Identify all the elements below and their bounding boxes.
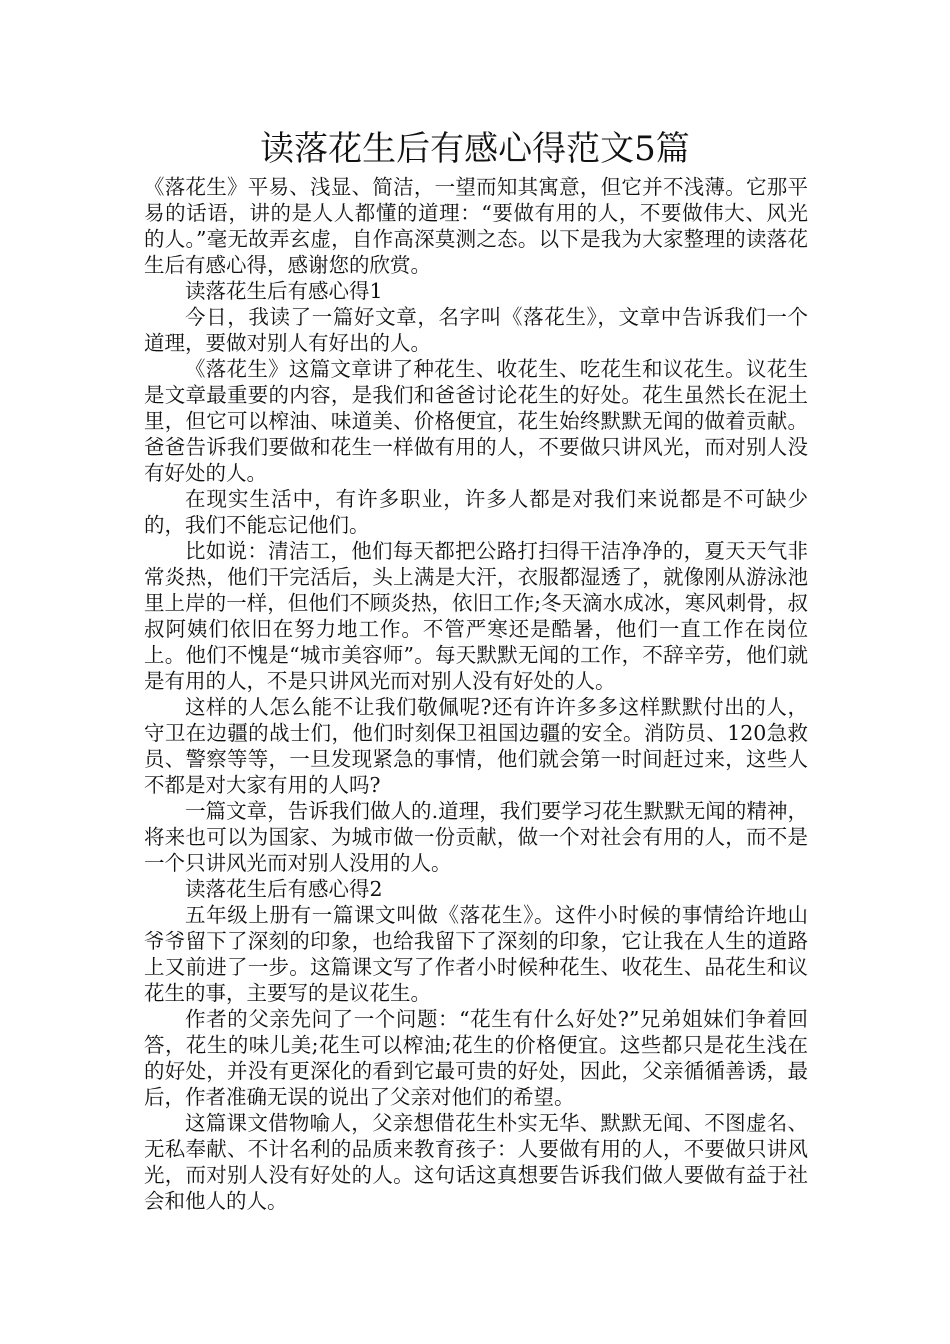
paragraph: 一篇文章，告诉我们做人的.道理，我们要学习花生默默无闻的精神，将来也可以为国家、为城市做一份贡献，做一个对社会有用的人，而不是一个只讲风光而对别人没用的人。 — [144, 799, 808, 875]
document-title: 读落花生后有感心得范文5篇 — [260, 129, 690, 169]
section-heading-1: 读落花生后有感心得1 — [185, 279, 383, 303]
paragraph: 这篇课文借物喻人，父亲想借花生朴实无华、默默无闻、不图虚名、无私奉献、不计名利的品质来教育孩子：人要做有用的人，不要做只讲风光，而对别人没有好处的人。这句话这真想要告诉我们做人要做有益于社会和他人的人。 — [144, 1111, 808, 1213]
paragraph: 比如说：清洁工，他们每天都把公路打扫得干洁净净的，夏天天气非常炎热，他们干完活后，头上满是大汗，衣服都湿透了，就像刚从游泳池里上岸的一样，但他们不顾炎热，依旧工作;冬天滴水成冰，寒风刺骨，叔叔阿姨们依旧在努力地工作。不管严寒还是酷暑，他们一直工作在岗位上。他们不愧是“城市美容师”。每天默默无闻的工作，不辞辛劳，他们就是有用的人，不是只讲风光而对别人没有好处的人。 — [144, 539, 808, 693]
document-body — [144, 174, 808, 1214]
section-heading-2: 读落花生后有感心得2 — [185, 877, 383, 901]
paragraph: 在现实生活中，有许多职业，许多人都是对我们来说都是不可缺少的，我们不能忘记他们。 — [144, 487, 808, 537]
paragraph: 《落花生》这篇文章讲了种花生、收花生、吃花生和议花生。议花生是文章最重要的内容，是我们和爸爸讨论花生的好处。花生虽然长在泥土里，但它可以榨油、味道美、价格便宜，花生始终默默无闻的做着贡献。爸爸告诉我们要做和花生一样做有用的人，不要做只讲风光，而对别人没有好处的人。 — [144, 357, 808, 485]
paragraph: 五年级上册有一篇课文叫做《落花生》。这件小时候的事情给许地山爷爷留下了深刻的印象，也给我留下了深刻的印象，它让我在人生的道路上又前进了一步。这篇课文写了作者小时候种花生、收花生、品花生和议花生的事，主要写的是议花生。 — [144, 903, 808, 1005]
paragraph: 这样的人怎么能不让我们敬佩呢?还有许许多多这样默默付出的人，守卫在边疆的战士们，他们时刻保卫祖国边疆的安全。消防员、120急救员、警察等等，一旦发现紧急的事情，他们就会第一时间赶过来，这些人不都是对大家有用的人吗? — [144, 695, 808, 797]
paragraph: 今日，我读了一篇好文章，名字叫《落花生》，文章中告诉我们一个道理，要做对别人有好出的人。 — [144, 305, 808, 355]
intro-paragraph: 《落花生》平易、浅显、简洁，一望而知其寓意，但它并不浅薄。它那平易的话语，讲的是人人都懂的道理：“要做有用的人，不要做伟大、风光的人。”毫无故弄玄虚，自作高深莫测之态。以下是我为大家整理的读落花生后有感心得，感谢您的欣赏。 — [144, 175, 808, 277]
paragraph: 作者的父亲先问了一个问题：“花生有什么好处?”兄弟姐妹们争着回答，花生的味儿美;花生可以榨油;花生的价格便宜。这些都只是花生浅在的好处，并没有更深化的看到它最可贵的好处，因此，父亲循循善诱，最后，作者准确无误的说出了父亲对他们的希望。 — [144, 1007, 808, 1109]
